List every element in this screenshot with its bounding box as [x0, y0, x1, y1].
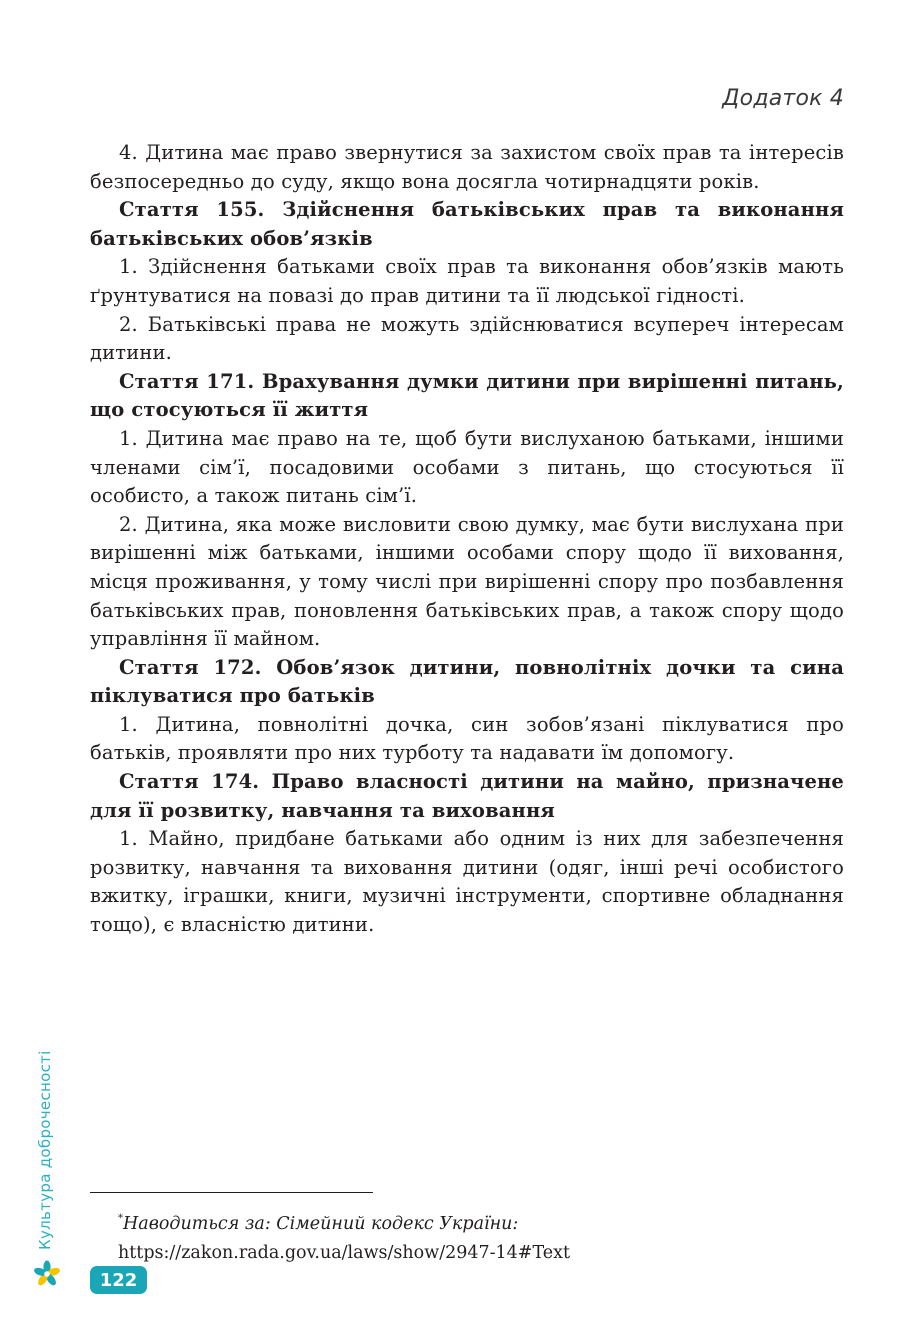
book-title-vertical: Культура доброчесності — [36, 1050, 54, 1250]
paragraph: 4. Дитина має право звернутися за захистом своїх прав та інтересів безпосередньо до суду, якщо вона досягла чотирнадцяти років. — [90, 141, 844, 193]
footnote-url[interactable]: https://zakon.rada.gov.ua/laws/show/2947-14#Text — [118, 1243, 571, 1263]
paragraph: 2. Дитина, яка може висловити свою думку, має бути вислухана при вирішенні між батьками, іншими особами спору щодо її виховання, місця проживання, у тому числі при вирішенні спору про позбавлення батьківських прав, поновлення батьківських прав, а також спору щодо управління її майном. — [90, 512, 844, 651]
footnote-source-text: Наводиться за: Сімейний кодекс України: — [123, 1214, 519, 1234]
article-heading-172: Стаття 172. Обов’язок дитини, повнолітніх дочки та сина піклуватися про батьків — [90, 655, 844, 708]
paragraph: 1. Майно, придбане батьками або одним із них для забезпечення розвитку, навчання та виховання дитини (одяг, інші речі особистого вжитку, іграшки, книги, музичні інструменти, спортивне обладнання тощо), є власністю дитини. — [90, 827, 844, 937]
page-number: 122 — [99, 1269, 138, 1291]
flower-icon — [33, 1260, 61, 1288]
paragraph: 1. Дитина, повнолітні дочка, син зобов’язані піклуватися про батьків, проявляти про них турботу та надавати їм допомогу. — [90, 712, 844, 765]
page-number-badge — [90, 1266, 147, 1294]
article-heading-174: Стаття 174. Право власності дитини на майно, призначене для її розвитку, навчання та виховання — [90, 770, 844, 822]
footnote-source — [118, 1204, 570, 1239]
appendix-header: Додаток 4 — [722, 86, 844, 111]
footnote-marker: * — [118, 1213, 123, 1224]
footnote — [118, 1204, 570, 1268]
paragraph: 1. Здійснення батьками своїх прав та виконання обов’язків мають ґрунтуватися на повазі до прав дитини та її людської гідності. — [90, 255, 844, 307]
paragraph: 2. Батьківські права не можуть здійснюватися всупереч інтересам дитини. — [90, 312, 844, 365]
article-heading-171: Стаття 171. Врахування думки дитини при вирішенні питань, що стосуються її життя — [90, 369, 844, 422]
main-text — [90, 139, 844, 940]
footnote-divider — [90, 1192, 373, 1193]
article-heading-155: Стаття 155. Здійснення батьківських прав та виконання батьківських обов’язків — [90, 198, 844, 250]
paragraph: 1. Дитина має право на те, щоб бути вислуханою батьками, іншими членами сім’ї, посадовими особами з питань, що стосуються її особисто, а також питань сім’ї. — [90, 426, 844, 508]
